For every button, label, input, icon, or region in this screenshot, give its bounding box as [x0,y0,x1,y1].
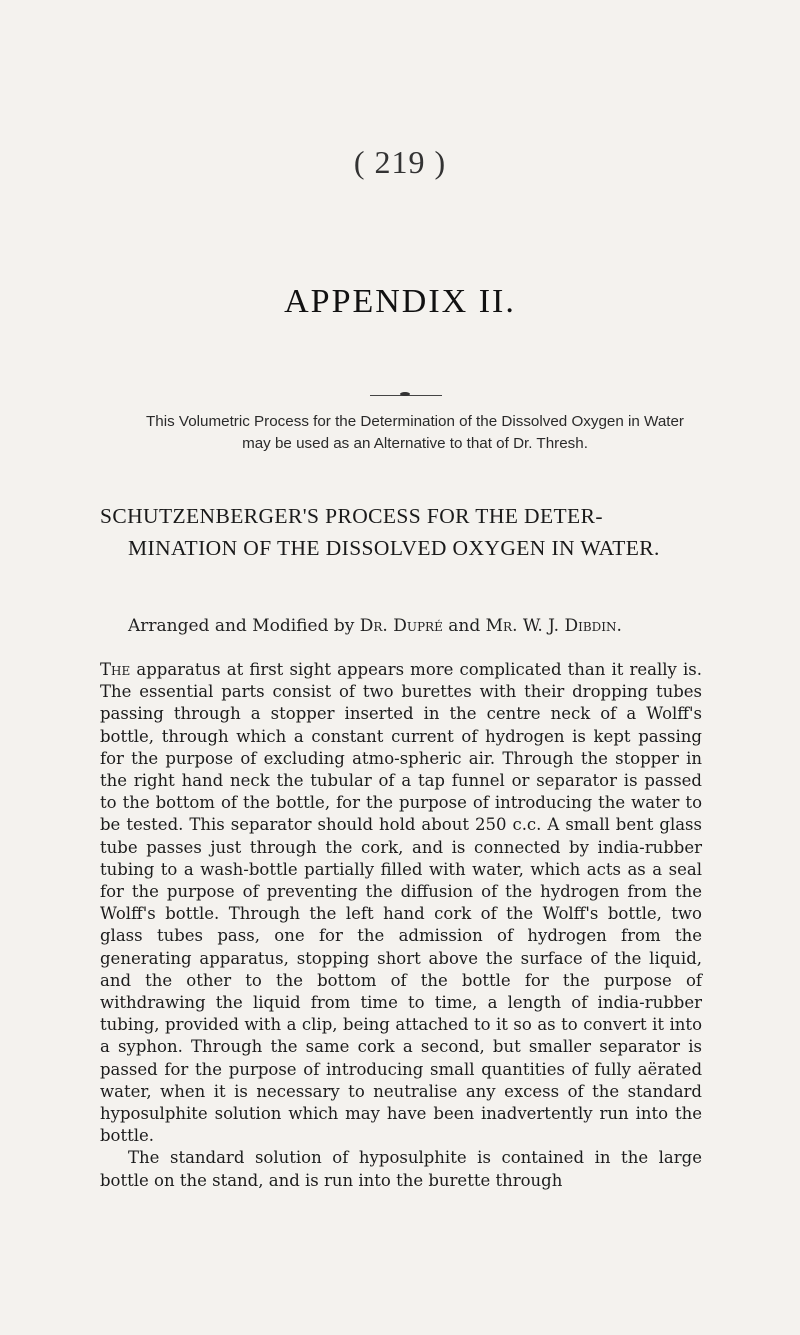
byline [128,616,748,636]
heading-line-2: MINATION OF THE DISSOLVED OXYGEN IN WATER. [128,536,660,560]
appendix-title: APPENDIX II. [284,283,516,320]
byline-conj: and [442,616,486,636]
intro-note: This Volumetric Process for the Determination of the Dissolved Oxygen in Water may be used as an Alternative to that of Dr. Thresh. [146,413,684,452]
byline-suffix: . [616,616,622,636]
body-text [100,659,702,1192]
byline-author-2: Mr. W. J. Dibdin [485,616,617,636]
byline-author-1: Dr. Dupré [359,616,443,636]
paragraph-1-text: apparatus at first sight appears more complicated than it really is. The essential parts consist of two burettes with their dropping tubes passing through a stopper inserted in the centre neck of a Wolff's bottle, through which a constant current of hydrogen is kept passing for the purpose of excluding atmo-spheric air. Through the stopper in the right hand neck the tubular of a tap funnel or separator is passed to the bottom of the bottle, for the purpose of introducing the water to be tested. This separator should hold about 250 c.c. A small bent glass tube passes just through the cork, and is connected by india-rubber tubing to a wash-bottle partially filled with water, which acts as a seal for the purpose of preventing the diffusion of the hydrogen from the Wolff's bottle. Through the left hand cork of the Wolff's bottle, two glass tubes pass, one for the admission of hydrogen from the generating apparatus, stopping short above the surface of the liquid, and the other to the bottom of the bottle for the purpose of withdrawing the liquid from time to time, a length of india-rubber tubing, provided with a clip, being attached to it so as to convert it into a syphon. Through the same cork a second, but smaller separator is passed for the purpose of introducing small quantities of fully aërated water, when it is necessary to neutralise any excess of the standard hyposulphite solution which may have been inadvertently run into the bottle. [100,660,702,1146]
paragraph-1-lead: The [100,660,131,679]
paragraph-2: The standard solution of hyposulphite is contained in the large bottle on the stand, and is run into the burette through [100,1148,702,1190]
byline-prefix: Arranged and Modified by [128,616,360,636]
divider-ornament [400,392,410,396]
heading-line-1: SCHUTZENBERGER'S PROCESS FOR THE DETER- [100,504,603,528]
section-heading [100,500,720,564]
paragraph-1 [100,659,702,1147]
page-number: ( 219 ) [353,144,447,180]
